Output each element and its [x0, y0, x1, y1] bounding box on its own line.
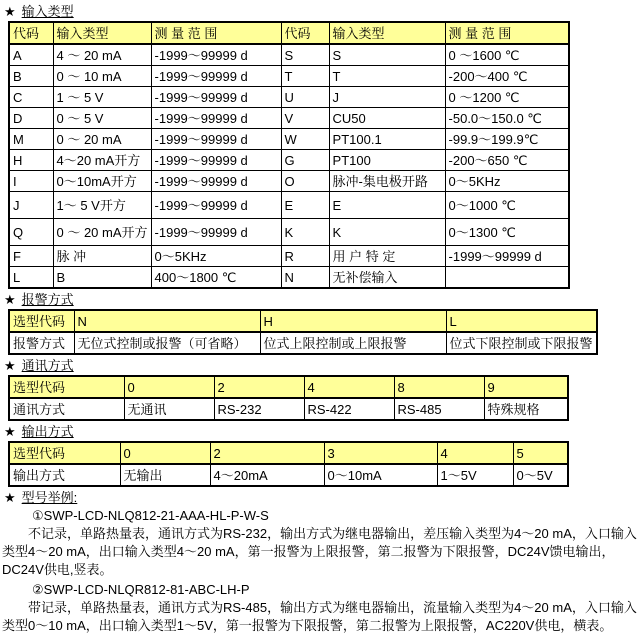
star-icon: ★ [4, 358, 16, 373]
cell: 报警方式 [9, 332, 74, 354]
example-desc-2: 带记录，单路热量表，通讯方式为RS-485，输出方式为继电器输出，流量输入类型为4～20 mA，入口输入类型0～10 mA，出口输入类型1～5V，第一报警为下限报警，第二报警为上限报警，AC220V供电，横表。 [2, 600, 637, 633]
cell: -1999～99999 d [151, 219, 281, 246]
cell: PT100.1 [329, 129, 445, 150]
section-title-input-type [4, 4, 638, 19]
header-row [9, 442, 568, 464]
cell: -50.0～150.0 ℃ [445, 108, 569, 129]
header-cell: L [446, 310, 597, 332]
cell: -1999～99999 d [445, 246, 569, 267]
cell: 4～20mA [210, 464, 324, 486]
cell: -1999～99999 d [151, 171, 281, 192]
cell: 0 ～ 10 mA [53, 66, 151, 87]
table-row [9, 267, 569, 289]
cell: C [9, 87, 53, 108]
header-cell: 选型代码 [9, 376, 124, 398]
cell: -200～400 ℃ [445, 66, 569, 87]
header-cell: 2 [210, 442, 324, 464]
cell: -1999～99999 d [151, 44, 281, 66]
cell: 0～5KHz [445, 171, 569, 192]
cell: M [9, 129, 53, 150]
cell: G [281, 150, 329, 171]
cell: -1999～99999 d [151, 129, 281, 150]
header-cell: 4 [304, 376, 394, 398]
cell: 脉冲-集电极开路 [329, 171, 445, 192]
cell: K [329, 219, 445, 246]
alarm-mode-table [8, 309, 598, 355]
cell: 0 ～ 20 mA开方 [53, 219, 151, 246]
section-title-label: 型号举例: [21, 490, 78, 505]
header-cell: 选型代码 [9, 310, 74, 332]
header-row [9, 376, 568, 398]
header-cell: 2 [214, 376, 304, 398]
cell: -1999～99999 d [151, 87, 281, 108]
cell: RS-485 [394, 398, 484, 420]
cell: U [281, 87, 329, 108]
cell: H [9, 150, 53, 171]
example-model-2: ②SWP-LCD-NLQR812-81-ABC-LH-P [32, 582, 250, 597]
cell: 脉 冲 [53, 246, 151, 267]
cell: B [53, 267, 151, 289]
table-row [9, 44, 569, 66]
cell: N [281, 267, 329, 289]
header-row [9, 22, 569, 44]
cell: RS-232 [214, 398, 304, 420]
cell: F [9, 246, 53, 267]
cell: -1999～99999 d [151, 66, 281, 87]
section-title-alarm-mode [4, 292, 638, 307]
cell: 0 ～ 20 mA [53, 129, 151, 150]
cell: 0 ～ 5 V [53, 108, 151, 129]
table-row [9, 87, 569, 108]
cell: V [281, 108, 329, 129]
header-cell: 5 [513, 442, 568, 464]
cell: 0～5V [513, 464, 568, 486]
table-row [9, 398, 568, 420]
comm-mode-table [8, 375, 569, 421]
cell: 400～1800 ℃ [151, 267, 281, 289]
header-cell: 选型代码 [9, 442, 120, 464]
cell: 无补偿输入 [329, 267, 445, 289]
cell: J [329, 87, 445, 108]
cell: 0 ～1600 ℃ [445, 44, 569, 66]
cell: -1999～99999 d [151, 192, 281, 219]
cell: 特殊规格 [484, 398, 568, 420]
cell: D [9, 108, 53, 129]
example-model-1: ①SWP-LCD-NLQ812-21-AAA-HL-P-W-S [32, 508, 269, 523]
cell: I [9, 171, 53, 192]
table-row [9, 332, 597, 354]
header-cell: 代码 [281, 22, 329, 44]
header-cell: 0 [124, 376, 214, 398]
cell: 位式下限控制或下限报警 [446, 332, 597, 354]
section-title-label: 通讯方式 [21, 358, 74, 373]
cell: T [281, 66, 329, 87]
header-cell: 3 [324, 442, 437, 464]
cell: CU50 [329, 108, 445, 129]
cell: -1999～99999 d [151, 150, 281, 171]
cell: 0～1000 ℃ [445, 192, 569, 219]
cell: 无通讯 [124, 398, 214, 420]
cell: 4～20 mA开方 [53, 150, 151, 171]
section-title-output-mode [4, 424, 638, 439]
cell: 0～10mA开方 [53, 171, 151, 192]
cell: J [9, 192, 53, 219]
cell: 无位式控制或报警（可省略） [74, 332, 260, 354]
cell: 位式上限控制或上限报警 [260, 332, 446, 354]
cell: B [9, 66, 53, 87]
cell: -200～650 ℃ [445, 150, 569, 171]
header-cell: 测 量 范 围 [445, 22, 569, 44]
table-row [9, 129, 569, 150]
cell: R [281, 246, 329, 267]
table-row [9, 219, 569, 246]
table-row [9, 246, 569, 267]
section-title-label: 输出方式 [21, 424, 74, 439]
header-cell: 8 [394, 376, 484, 398]
cell: PT100 [329, 150, 445, 171]
cell: W [281, 129, 329, 150]
header-cell: 输入类型 [329, 22, 445, 44]
header-cell: H [260, 310, 446, 332]
cell: S [281, 44, 329, 66]
section-title-comm-mode [4, 358, 638, 373]
cell: O [281, 171, 329, 192]
cell: K [281, 219, 329, 246]
cell: 输出方式 [9, 464, 120, 486]
header-cell: 9 [484, 376, 568, 398]
header-cell: 测 量 范 围 [151, 22, 281, 44]
cell: T [329, 66, 445, 87]
table-row [9, 464, 568, 486]
cell: 4 ～ 20 mA [53, 44, 151, 66]
table-row [9, 108, 569, 129]
cell: -99.9～199.9℃ [445, 129, 569, 150]
cell: 1 ～ 5 V [53, 87, 151, 108]
table-row [9, 66, 569, 87]
section-title-label: 输入类型 [21, 4, 74, 19]
header-cell: 0 [120, 442, 210, 464]
cell: Q [9, 219, 53, 246]
cell: 1～ 5 V开方 [53, 192, 151, 219]
header-cell: 输入类型 [53, 22, 151, 44]
cell: 0～1300 ℃ [445, 219, 569, 246]
header-cell: N [74, 310, 260, 332]
cell: 0～10mA [324, 464, 437, 486]
cell: 通讯方式 [9, 398, 124, 420]
header-cell: 代码 [9, 22, 53, 44]
star-icon: ★ [4, 424, 16, 439]
header-cell: 4 [437, 442, 513, 464]
table-row [9, 171, 569, 192]
star-icon: ★ [4, 292, 16, 307]
table-row [9, 192, 569, 219]
cell: 无输出 [120, 464, 210, 486]
star-icon: ★ [4, 4, 16, 19]
cell: L [9, 267, 53, 289]
cell: 1～5V [437, 464, 513, 486]
cell: S [329, 44, 445, 66]
input-type-table [8, 21, 570, 289]
cell: A [9, 44, 53, 66]
table-row [9, 150, 569, 171]
example-desc-1: 不记录，单路热量表，通讯方式为RS-232，输出方式为继电器输出，差压输入类型为4～20 mA，入口输入类型4～20 mA，出口输入类型4～20 mA，第一报警为上限报警，第二报警为下限报警，DC24V馈电输出，DC24V供电,竖表。 [2, 526, 637, 577]
cell: 用 户 特 定 [329, 246, 445, 267]
section-title-label: 报警方式 [21, 292, 74, 307]
header-row [9, 310, 597, 332]
cell: 0～5KHz [151, 246, 281, 267]
cell: 0 ～1200 ℃ [445, 87, 569, 108]
output-mode-table [8, 441, 569, 487]
cell [445, 267, 569, 289]
cell: RS-422 [304, 398, 394, 420]
cell: E [329, 192, 445, 219]
section-title-model-examples [4, 490, 638, 505]
cell: E [281, 192, 329, 219]
model-examples-section [2, 490, 638, 635]
star-icon: ★ [4, 490, 16, 505]
cell: -1999～99999 d [151, 108, 281, 129]
page [2, 4, 638, 635]
